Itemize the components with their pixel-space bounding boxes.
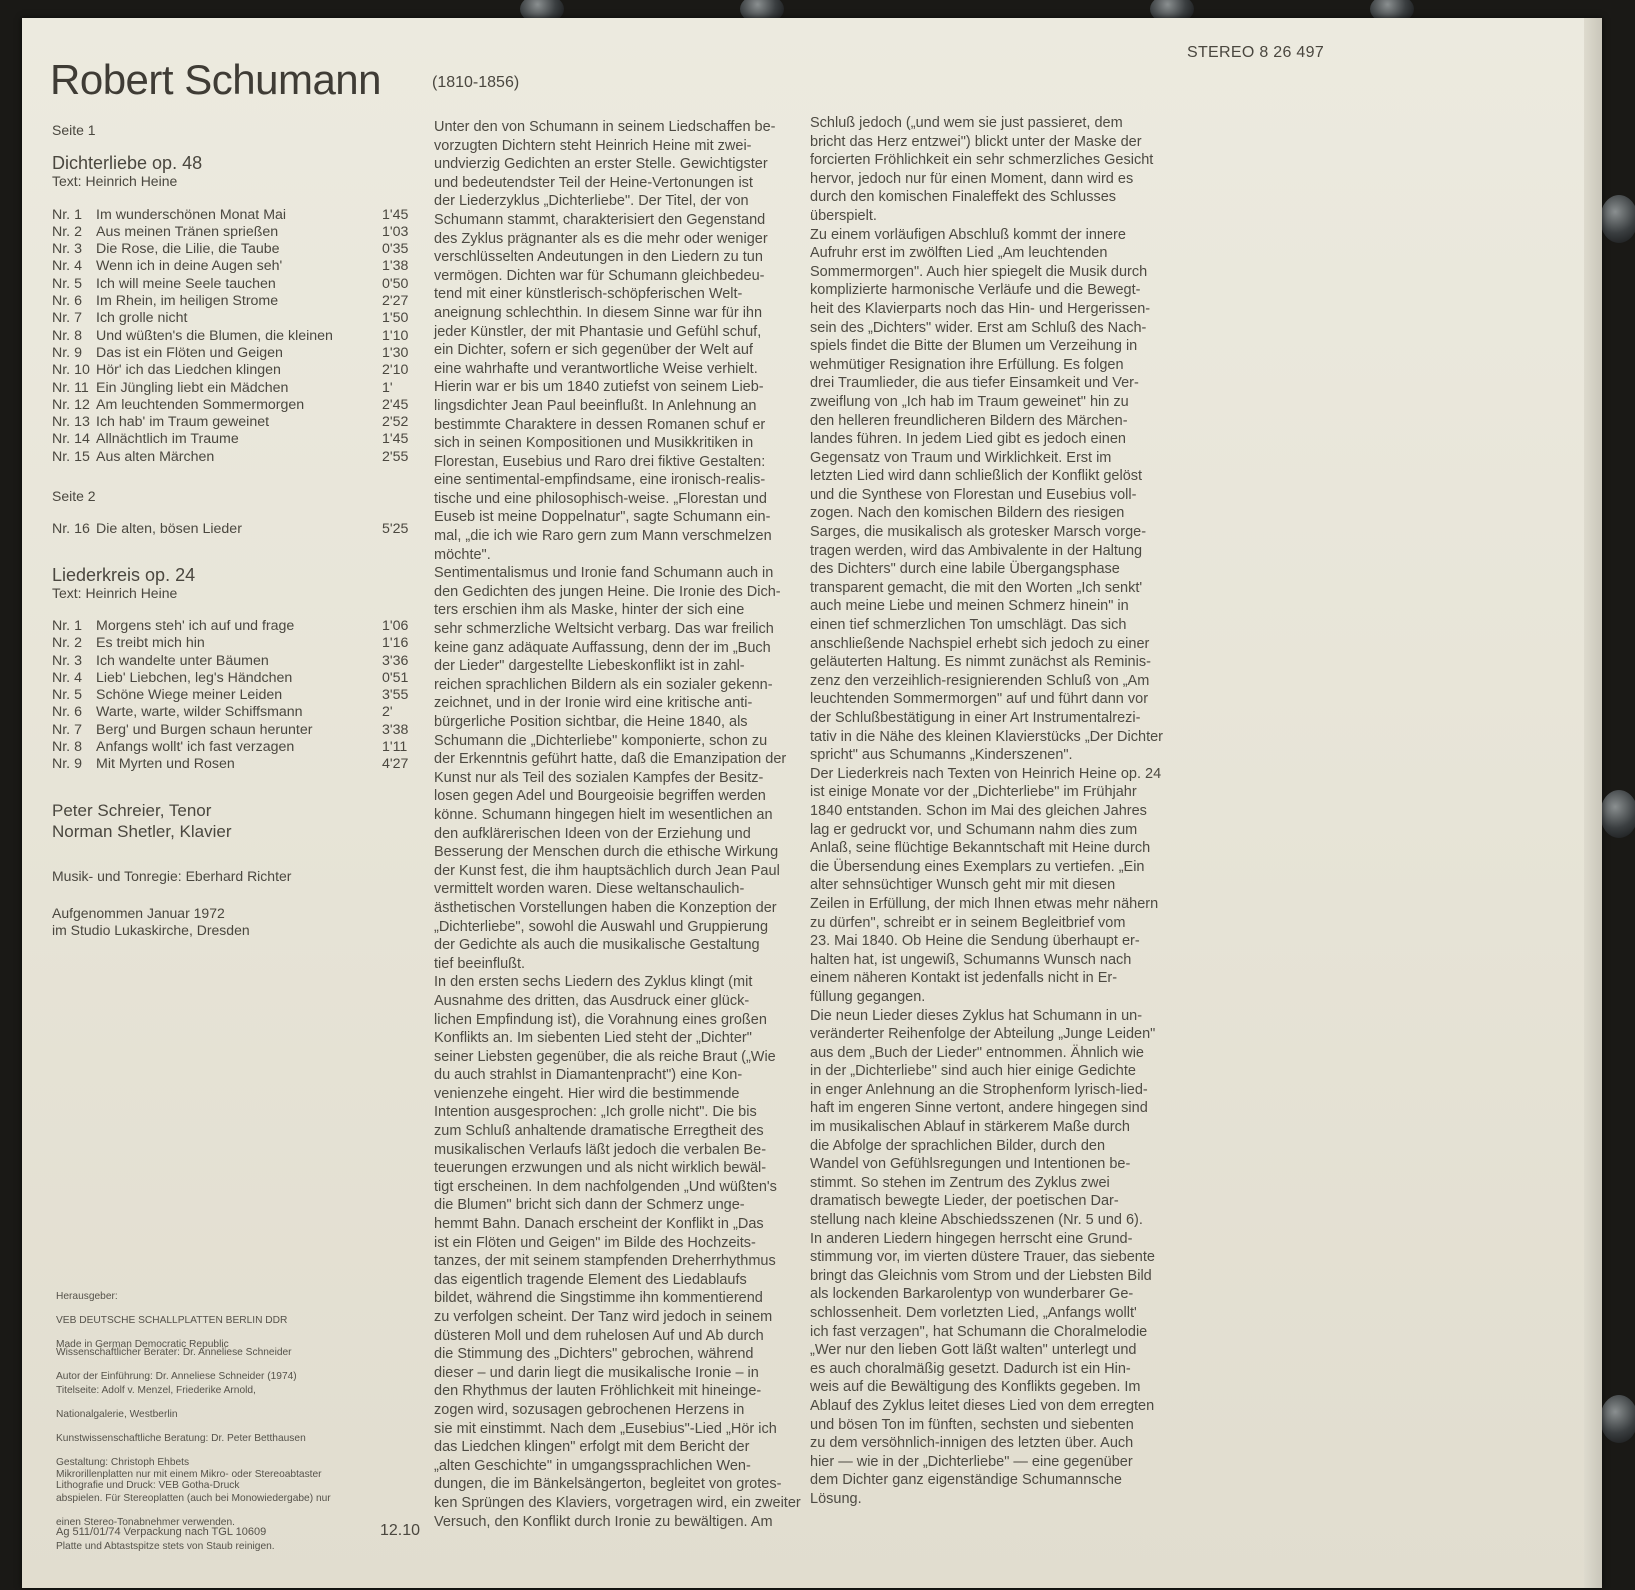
essay-line: die Stimmung des „Dichters" gebrochen, während [434, 1346, 754, 1363]
essay-line: wehmütiger Resignation ihre Erfüllung. Es folgen [810, 356, 1124, 373]
packaging-code: Ag 511/01/74 Verpackung nach TGL 10609 [56, 1526, 267, 1538]
recording-date: Aufgenommen Januar 1972 [52, 904, 225, 921]
essay-line: mal, „die ich wie Raro gern zum Mann verschmelzen [434, 528, 772, 545]
track-title: Mit Myrten und Rosen [96, 756, 235, 773]
essay-line: leuchtenden Sommermorgen" auf und führt dann vor [810, 691, 1149, 708]
essay-line: der Schlußbestätigung in einer Art Instrumentalrezi- [810, 710, 1141, 726]
recording-credit [52, 905, 432, 939]
track-duration: 1'10 [382, 327, 409, 344]
essay-line: zeichnet, und in der Ironie wird eine kritische anti- [434, 695, 753, 712]
essay-line: stimmung vor, im vierten düstere Trauer, das siebente [810, 1249, 1155, 1266]
track-row [52, 618, 432, 635]
performers [52, 800, 432, 842]
essay-line: hier — wie in der „Dichterliebe" — eine gegenüber [810, 1453, 1133, 1470]
essay-line: keine ganz adäquate Auffassung, denn der im „Buch [434, 639, 771, 656]
essay-line: heit des Klavierparts noch das Hin- und Hergerissen- [810, 300, 1151, 317]
essay-line: eine wahrhafte und verantwortliche Weise verhielt. [434, 360, 758, 377]
track-row [52, 345, 432, 362]
essay-line: letzten Lied wird dann schließlich der Konflikt gelöst [810, 468, 1143, 485]
essay-line: 23. Mai 1840. Ob Heine die Sendung überhaupt er- [810, 933, 1140, 950]
track-title: Schöne Wiege meiner Leiden [96, 687, 283, 704]
essay-line: Kunst nur als Teil des sozialen Kampfes der Besitz- [434, 769, 764, 786]
essay-line: Die neun Lieder dieses Zyklus hat Schumann in un- [810, 1007, 1143, 1024]
essay-line: der Liederzyklus „Dichterliebe". Der Titel, der von [434, 193, 749, 210]
essay-line: tische und eine philosophisch-weise. „Florestan und [434, 490, 767, 507]
track-title: Ein Jüngling liebt ein Mädchen [96, 379, 289, 396]
track-title: Berg' und Burgen schaun herunter [96, 721, 313, 738]
essay-line: Intention ausgesprochen: „Ich grolle nicht". Die bis [434, 1104, 757, 1121]
essay-line: überspielt. [810, 207, 877, 224]
track-title: Die alten, bösen Lieder [96, 521, 242, 538]
essay-line: die Blumen" bricht sich dann der Schmerz unge- [434, 1197, 745, 1214]
essay-line: geläuterten Haltung. Es nimmt zunächst als Reminis- [810, 654, 1151, 671]
track-number: Nr. 16 [52, 521, 90, 538]
track-number: Nr. 1 [52, 206, 82, 223]
track-number: Nr. 5 [52, 275, 82, 292]
essay-line: im musikalischen Ablauf in stärkerem Maße durch [810, 1119, 1130, 1136]
track-row [52, 258, 432, 275]
essay-line: jeder Künstler, der mit Phantasie und Gefühl schuf, [434, 323, 762, 340]
essay-line: Unter den von Schumann in seinem Liedschaffen be- [434, 119, 776, 135]
essay-line: stimmt. So stehen im Zentrum des Zyklus zwei [810, 1174, 1110, 1191]
liner-notes-column-2 [810, 114, 1180, 1509]
track-row [52, 241, 432, 258]
essay-line: des Zyklus prägnanter als es die mehr oder weniger [434, 230, 768, 247]
track-duration: 1'45 [382, 206, 409, 223]
track-number: Nr. 1 [52, 617, 82, 634]
essay-line: 1840 entstanden. Schon im Mai des gleichen Jahres [810, 802, 1147, 819]
track-duration: 2'55 [382, 448, 409, 465]
essay-line: eine sentimental-empfindsame, eine ironisch-realis- [434, 472, 766, 489]
essay-line: möchte". [434, 546, 491, 563]
performer-tenor: Peter Schreier, Tenor [52, 800, 212, 820]
essay-line: lag er gedruckt vor, und Schumann nahm dies zum [810, 821, 1138, 838]
essay-line: zum Schluß anhaltende dramatische Erregtheit des [434, 1123, 764, 1140]
essay-line: tief beeinflußt. [434, 955, 526, 972]
essay-line: halten hat, ist ungewiß, Schumanns Wunsch nach [810, 951, 1132, 968]
track-list-side-1 [52, 207, 432, 466]
track-number: Nr. 7 [52, 310, 82, 327]
essay-line: Schumann die „Dichterliebe" komponierte, schon zu [434, 732, 768, 749]
work-title-liederkreis: Liederkreis op. 24 [52, 564, 196, 585]
essay-line: einen tief schmerzlichen Ton umschlägt. Das sich [810, 617, 1127, 634]
smallprint-line: Wissenschaftlicher Berater: Dr. Anneliese Schneider [56, 1347, 292, 1359]
smallprint-line: Herausgeber: [56, 1291, 118, 1303]
essay-line: die Abfolge der sprachlichen Bilder, durch den [810, 1137, 1106, 1154]
essay-line: ters erschien ihm als Maske, hinter der sich eine [434, 602, 745, 619]
essay-line: reichen sprachlichen Bildern als ein sozialer gekenn- [434, 676, 773, 693]
essay-line: düsteren Moll und dem ruhelosen Auf und Ab durch [434, 1327, 764, 1344]
essay-line: und die Synthese von Florestan und Eusebius voll- [810, 486, 1137, 503]
essay-line: „Dichterliebe", sowohl die Auswahl und Gruppierung [434, 918, 769, 935]
smallprint-line: Lithografie und Druck: VEB Gotha-Druck [56, 1480, 240, 1492]
essay-line: vermögen. Dichten war für Schumann gleichbedeu- [434, 267, 765, 284]
track-number: Nr. 3 [52, 652, 82, 669]
track-title: Am leuchtenden Sommermorgen [96, 396, 305, 413]
smallprint-line: einen Stereo-Tonabnehmer verwenden. [56, 1516, 235, 1528]
essay-line: Sarges, die musikalisch als grotesker Marsch vorge- [810, 524, 1147, 541]
track-row [52, 207, 432, 224]
essay-line: Gegensatz von Traum und Wirklichkeit. Erst im [810, 449, 1112, 466]
track-duration: 1'50 [382, 310, 409, 327]
track-row [52, 380, 432, 397]
track-row [52, 722, 432, 739]
essay-line: vermittelt worden waren. Diese weltanschaulich- [434, 881, 745, 898]
care-instructions [56, 1458, 416, 1563]
essay-line: könne. Schumann hingegen hielt im wesentlichen an [434, 806, 773, 823]
essay-line: sie mit einstimmt. Nach dem „Eusebius"-Lied „Hör ich [434, 1420, 777, 1437]
frame-knob-right-2 [1600, 790, 1635, 838]
track-number: Nr. 13 [52, 414, 90, 431]
track-row [52, 449, 432, 466]
track-title: Morgens steh' ich auf und frage [96, 617, 295, 634]
essay-line: das eigentlich tragende Element des Liedablaufs [434, 1271, 747, 1288]
track-row [52, 431, 432, 448]
essay-line: Zu einem vorläufigen Abschluß kommt der innere [810, 226, 1126, 243]
track-duration: 1'30 [382, 344, 409, 361]
work-text-credit: Text: Heinrich Heine [52, 173, 178, 190]
track-title: Es treibt mich hin [96, 635, 205, 652]
track-duration: 3'36 [382, 652, 409, 669]
essay-line: undvierzig Gedichten an erster Stelle. Gewichtigster [434, 156, 768, 173]
essay-line: hemmt Bahn. Danach erscheint der Konflikt in „Das [434, 1216, 764, 1233]
track-number: Nr. 5 [52, 687, 82, 704]
essay-line: Schluß jedoch („und wem sie just passieret, dem [810, 115, 1123, 131]
essay-line: Wandel von Gefühlsregungen und Intentionen be- [810, 1156, 1131, 1173]
essay-line: der Erkenntnis geführt hatte, daß die Emanzipation der [434, 751, 787, 768]
essay-line: den aufklärerischen Ideen von der Erziehung und [434, 825, 751, 842]
track-number: Nr. 9 [52, 756, 82, 773]
track-row [52, 414, 432, 431]
track-row [52, 362, 432, 379]
track-number: Nr. 10 [52, 362, 90, 379]
essay-line: zogen wird, sozusagen gebrochenen Herzens in [434, 1401, 745, 1418]
side-1-label: Seite 1 [52, 122, 96, 138]
essay-line: Schumann stammt, charakterisiert den Gegenstand [434, 211, 766, 228]
essay-line: musikalischen Verlaufs läßt jedoch die verbalen Be- [434, 1141, 767, 1158]
essay-line: zweiflung von „Ich hab im Traum geweinet" hin zu [810, 393, 1129, 410]
essay-line: komplizierte harmonische Verläufe und die Bewegt- [810, 282, 1141, 299]
essay-line: ästhetischen Vorstellungen haben die Konzeption der [434, 899, 777, 916]
essay-line: spricht" aus Schumanns „Kinderszenen". [810, 747, 1073, 764]
essay-line: Sentimentalismus und Ironie fand Schumann auch in [434, 565, 774, 582]
smallprint-line: Kunstwissenschaftliche Beratung: Dr. Peter Betthausen [56, 1432, 306, 1444]
track-duration: 1'45 [382, 431, 409, 448]
sleeve-edge [1584, 18, 1602, 1588]
essay-line: alter sehnsüchtiger Wunsch geht mir mit diesen [810, 877, 1116, 894]
track-number: Nr. 7 [52, 721, 82, 738]
smallprint-line: Platte und Abtastspitze stets von Staub reinigen. [56, 1540, 275, 1552]
track-row [52, 328, 432, 345]
essay-line: anschließende Nachspiel erhebt sich jedoch zu einer [810, 635, 1150, 652]
essay-line: In den ersten sechs Liedern des Zyklus klingt (mit [434, 974, 753, 991]
essay-line: Konflikts an. Im siebenten Lied steht der „Dichter" [434, 1030, 752, 1047]
essay-line: spiels findet die Bitte der Blumen um Verzeihung in [810, 338, 1138, 355]
track-title: Ich grolle nicht [96, 310, 188, 327]
track-number: Nr. 3 [52, 241, 82, 258]
essay-line: einem näheren Kontakt ist jedenfalls nicht in Er- [810, 970, 1118, 987]
track-number: Nr. 11 [52, 379, 89, 396]
track-title: Im Rhein, im heiligen Strome [96, 293, 279, 310]
catalog-number: STEREO 8 26 497 [1187, 44, 1325, 61]
essay-line: bildet, während die Singstimme ihn kommentierend [434, 1290, 763, 1307]
track-number: Nr. 9 [52, 344, 82, 361]
track-row [52, 397, 432, 414]
essay-line: des Dichters" durch eine labile Übergangsphase [810, 561, 1120, 578]
track-row [52, 739, 432, 756]
track-duration: 1'06 [382, 617, 409, 634]
essay-line: Hierin war er bis um 1840 zutiefst von seinem Lieb- [434, 379, 764, 396]
essay-line: aneignung schlechthin. In diesem Sinne war für ihn [434, 304, 763, 321]
work-text-credit-2: Text: Heinrich Heine [52, 584, 178, 601]
track-row [52, 670, 432, 687]
essay-line: drei Traumlieder, die aus tiefer Einsamkeit und Ver- [810, 375, 1139, 392]
track-row [52, 635, 432, 652]
track-row [52, 293, 432, 310]
track-title: Hör' ich das Liedchen klingen [96, 362, 281, 379]
essay-line: als lockenden Barkarolentyp von wunderbarer Ge- [810, 1286, 1134, 1303]
smallprint-line: Mikrorillenplatten nur mit einem Mikro- oder Stereoabtaster [56, 1469, 322, 1481]
track-number: Nr. 4 [52, 669, 82, 686]
essay-line: der Lieder" dargestellte Liebeskonflikt ist in zahl- [434, 658, 745, 675]
essay-line: die Übersendung eines Exemplars zu vertiefen. „Ein [810, 858, 1145, 875]
track-title: Aus alten Märchen [96, 448, 215, 465]
liner-notes-column-1 [434, 118, 804, 1531]
essay-line: Zeilen in Erfüllung, der mich Ihnen etwas mehr nähern [810, 895, 1159, 912]
composer-title: Robert Schumann [50, 56, 382, 103]
track-list-liederkreis [52, 618, 432, 774]
track-title: Im wunderschönen Monat Mai [96, 206, 287, 223]
essay-line: bringt das Gleichnis vom Strom und der Liebsten Bild [810, 1267, 1152, 1284]
track-duration: 2' [382, 704, 393, 721]
essay-line: Anlaß, seine flüchtige Bekanntschaft mit Heine durch [810, 840, 1151, 857]
track-number: Nr. 4 [52, 258, 82, 275]
essay-line: den Gedichten des jungen Heine. Die Ironie des Dich- [434, 583, 781, 600]
essay-line: landes führen. In jedem Lied gibt es jedoch einen [810, 431, 1126, 448]
track-title: Ich hab' im Traum geweinet [96, 414, 270, 431]
essay-line: zu dem versöhnlich-innigen des letzten über. Auch [810, 1435, 1134, 1452]
essay-line: teuerungen erzwungen und als nicht wirklich bewäl- [434, 1160, 767, 1177]
record-sleeve [22, 18, 1602, 1588]
essay-line: Versuch, den Konflikt durch Ironie zu bewältigen. Am [434, 1513, 773, 1530]
side-2-label: Seite 2 [52, 488, 96, 505]
smallprint-line: Made in German Democratic Republic [56, 1338, 229, 1350]
essay-line: schlossenheit. Dem vorletzten Lied, „Anfangs wollt' [810, 1305, 1137, 1321]
track-title: Allnächtlich im Traume [96, 431, 239, 448]
essay-line: tanzes, der mit seinem stampfenden Dreherrhythmus [434, 1253, 776, 1270]
essay-line: tigt erscheinen. In dem nachfolgenden „Und wüßten's [434, 1178, 777, 1195]
essay-line: Aufruhr erst im zwölften Lied „Am leuchtenden [810, 245, 1108, 262]
track-duration: 5'25 [382, 521, 409, 538]
essay-line: Sommermorgen". Auch hier spiegelt die Musik durch [810, 263, 1148, 280]
essay-line: hervor, jedoch nur für einen Moment, dann wird es [810, 170, 1134, 187]
track-row [52, 653, 432, 670]
regie-credit: Musik- und Tonregie: Eberhard Richter [52, 867, 292, 884]
essay-line: aus dem „Buch der Lieder" entnommen. Ähnlich wie [810, 1044, 1144, 1061]
track-title: Ich wandelte unter Bäumen [96, 652, 269, 669]
track-number: Nr. 6 [52, 293, 82, 310]
track-title: Und wüßten's die Blumen, die kleinen [96, 327, 333, 344]
essay-line: den Rhythmus der lauten Fröhlichkeit mit hineinge- [434, 1383, 762, 1400]
essay-line: Euseb ist meine Doppelnatur", sagte Schumann ein- [434, 509, 771, 526]
track-duration: 1'03 [382, 223, 409, 240]
essay-line: dem Dichter ganz eigenständige Schumannsche [810, 1472, 1122, 1489]
essay-line: auch meine Liebe und meinen Schmerz hinein" in [810, 598, 1129, 615]
track-duration: 1'38 [382, 258, 409, 275]
track-row [52, 224, 432, 241]
track-title: Lieb' Liebchen, leg's Händchen [96, 669, 293, 686]
track-number: Nr. 6 [52, 704, 82, 721]
performer-piano: Norman Shetler, Klavier [52, 821, 232, 841]
essay-line: In anderen Liedern hingegen herrscht eine Grund- [810, 1230, 1133, 1247]
essay-line: dungen, die im Bänkelsängerton, begleitet von grotes- [434, 1476, 782, 1493]
track-number: Nr. 2 [52, 223, 82, 240]
essay-line: dramatisch bewegte Lieder, der poetischen Dar- [810, 1193, 1119, 1210]
recording-place: im Studio Lukaskirche, Dresden [52, 921, 250, 938]
track-title: Aus meinen Tränen sprießen [96, 223, 279, 240]
essay-line: der Kunst fest, die ihm hauptsächlich durch Jean Paul [434, 862, 780, 879]
smallprint-line: Titelseite: Adolf v. Menzel, Friederike Arnold, [56, 1385, 256, 1397]
track-title: Warte, warte, wilder Schiffsmann [96, 704, 303, 721]
track-row [52, 756, 432, 773]
essay-line: sich in seinen Kompositionen und Musikkritiken in [434, 435, 754, 452]
track-title: Wenn ich in deine Augen seh' [96, 258, 283, 275]
essay-line: Lösung. [810, 1490, 862, 1507]
essay-line: forcierten Fröhlichkeit ein sehr schmerzliches Gesicht [810, 152, 1154, 169]
smallprint-line: Autor der Einführung: Dr. Anneliese Schneider (1974) [56, 1370, 297, 1382]
essay-line: stellung nach kleine Abschiedsszenen (Nr. 5 und 6). [810, 1212, 1143, 1229]
track-row [52, 687, 432, 704]
track-row [52, 521, 432, 538]
essay-line: das Liedchen klingen" erfolgt mit dem Bericht der [434, 1439, 750, 1456]
track-number: Nr. 12 [52, 396, 90, 413]
track-duration: 0'35 [382, 241, 409, 258]
essay-line: bricht das Herz entzwei") blickt unter der Maske der [810, 133, 1142, 150]
essay-line: tragen werden, wird das Ambivalente in der Haltung [810, 542, 1143, 559]
track-duration: 3'55 [382, 687, 409, 704]
essay-line: veränderter Reihenfolge der Abteilung „Junge Leiden" [810, 1026, 1156, 1043]
essay-line: der Gedichte als auch die musikalische Gestaltung [434, 937, 760, 954]
essay-line: in enger Anlehnung an die Strophenform lyrisch-lied- [810, 1081, 1148, 1098]
essay-line: dieser – und darin liegt die musikalische Ironie – in [434, 1364, 759, 1381]
track-number: Nr. 8 [52, 739, 82, 756]
essay-line: lichen Empfindung ist), die Vorahnung eines großen [434, 1011, 767, 1028]
essay-line: vorzugten Dichtern steht Heinrich Heine mit zwei- [434, 137, 752, 154]
smallprint-line: abspielen. Für Stereoplatten (auch bei Monowiedergabe) nur [56, 1492, 331, 1504]
track-duration: 0'51 [382, 669, 409, 686]
essay-line: haft im engeren Sinne vertont, andere hingegen sind [810, 1100, 1148, 1117]
essay-line: in der „Dichterliebe" sind auch hier einige Gedichte [810, 1063, 1136, 1080]
essay-line: zenz den verzeihlich-resignierenden Schluß von „Am [810, 672, 1150, 689]
essay-line: seiner Liebsten gegenüber, die als reiche Braut („Wie [434, 1048, 776, 1065]
essay-line: bürgerliche Position sichtbar, die Heine 1840, als [434, 714, 748, 730]
essay-line: tend mit einer künstlerisch-schöpferischen Welt- [434, 286, 743, 303]
essay-line: verschlüsselten Andeutungen in den Liedern zu tun [434, 249, 763, 266]
smallprint-line: Nationalgalerie, Westberlin [56, 1408, 178, 1420]
essay-line: Florestan, Eusebius und Raro drei fiktive Gestalten: [434, 453, 766, 470]
smallprint-line: VEB DEUTSCHE SCHALLPLATTEN BERLIN DDR [56, 1314, 288, 1326]
essay-line: lingsdichter Jean Paul beeinflußt. In Anlehnung an [434, 397, 757, 414]
essay-line: losen gegen Adel und Bourgeoisie begriffen werden [434, 788, 766, 805]
essay-line: ein Dichter, sofern er sich gegenüber der Welt auf [434, 342, 753, 359]
work-title-dichterliebe: Dichterliebe op. 48 [52, 153, 203, 174]
track-listing [52, 122, 432, 939]
price: 12.10 [380, 1522, 421, 1539]
essay-line: Besserung der Menschen durch die ethische Wirkung [434, 844, 779, 861]
track-duration: 2'45 [382, 396, 409, 413]
essay-line: ist ein Flöten und Geigen" im Bilde des Hochzeits- [434, 1234, 756, 1251]
track-title: Ich will meine Seele tauchen [96, 275, 276, 292]
track-duration: 2'52 [382, 414, 409, 431]
essay-line: du auch strahlst in Diamantenpracht") eine Kon- [434, 1067, 743, 1084]
essay-line: Der Liederkreis nach Texten von Heinrich Heine op. 24 [810, 765, 1162, 782]
essay-line: sein des „Dichters" wider. Erst am Schluß des Nach- [810, 319, 1147, 336]
track-duration: 2'27 [382, 293, 409, 310]
essay-line: zu verfolgen scheint. Der Tanz wird jedoch in seinem [434, 1309, 773, 1325]
track-duration: 0'50 [382, 275, 409, 292]
essay-line: venienzehe eingeht. Hier wird die bestimmende [434, 1085, 740, 1102]
track-number: Nr. 14 [52, 431, 90, 448]
track-title: Anfangs wollt' ich fast verzagen [96, 739, 295, 756]
track-row [52, 276, 432, 293]
essay-line: sehr schmerzliche Weltsicht verbarg. Das war freilich [434, 621, 774, 638]
track-number: Nr. 8 [52, 327, 82, 344]
essay-line: tativ in die Nähe des kleinen Klavierstücks „Der Dichter [810, 728, 1163, 745]
track-title: Die Rose, die Lilie, die Taube [96, 241, 280, 258]
essay-line: ken Sprüngen des Klaviers, vorgetragen wird, ein zweiter [434, 1494, 801, 1511]
track-duration: 2'10 [382, 362, 409, 379]
essay-line: zogen. Nach den komischen Bildern des riesigen [810, 505, 1125, 522]
essay-line: Ausnahme des dritten, das Ausdruck einer glück- [434, 992, 750, 1009]
track-duration: 1'16 [382, 635, 409, 652]
frame-knob-right-3 [1600, 1395, 1635, 1443]
track-list-side-2 [52, 521, 432, 538]
essay-line: zu dürfen", schreibt er in seinem Begleitbrief vom [810, 914, 1126, 931]
essay-line: bestimmte Charaktere in dessen Romanen schuf er [434, 416, 766, 433]
track-duration: 1' [382, 379, 393, 396]
track-duration: 3'38 [382, 721, 409, 738]
track-number: Nr. 2 [52, 635, 82, 652]
essay-line: „Wer nur den lieben Gott läßt walten" unterlegt und [810, 1342, 1137, 1359]
essay-line: „alten Geschichte" in umgangssprachlichen Wen- [434, 1457, 751, 1474]
track-number: Nr. 15 [52, 448, 90, 465]
track-row [52, 704, 432, 721]
essay-line: ist einige Monate vor der „Dichterliebe" im Frühjahr [810, 784, 1137, 801]
smallprint-line: Gestaltung: Christoph Ehbets [56, 1456, 190, 1468]
frame-knob-right-1 [1600, 195, 1635, 243]
essay-line: weis auf die Bewältigung des Konflikts gegeben. Im [810, 1379, 1141, 1396]
composer-years: (1810-1856) [432, 74, 520, 91]
track-title: Das ist ein Flöten und Geigen [96, 344, 283, 361]
track-duration: 1'11 [382, 739, 408, 756]
essay-line: und bösen Ton im fünften, sechsten und siebenten [810, 1416, 1134, 1433]
track-row [52, 310, 432, 327]
essay-line: durch den komischen Finaleffekt des Schlusses [810, 189, 1117, 206]
essay-line: den helleren freundlicheren Bildern des Märchen- [810, 412, 1128, 429]
essay-line: es auch choralmäßig gesetzt. Dadurch ist ein Hin- [810, 1360, 1131, 1377]
essay-line: transparent gemacht, die mit den Worten „Ich senkt' [810, 579, 1143, 596]
track-duration: 4'27 [382, 756, 409, 773]
essay-line: Ablauf des Zyklus leitet dieses Lied von dem erregten [810, 1397, 1155, 1414]
essay-line: ich fast verzagen", hat Schumann die Choralmelodie [810, 1323, 1148, 1340]
essay-line: füllung gegangen. [810, 988, 926, 1005]
essay-line: und bedeutendster Teil der Heine-Vertonungen ist [434, 174, 753, 191]
